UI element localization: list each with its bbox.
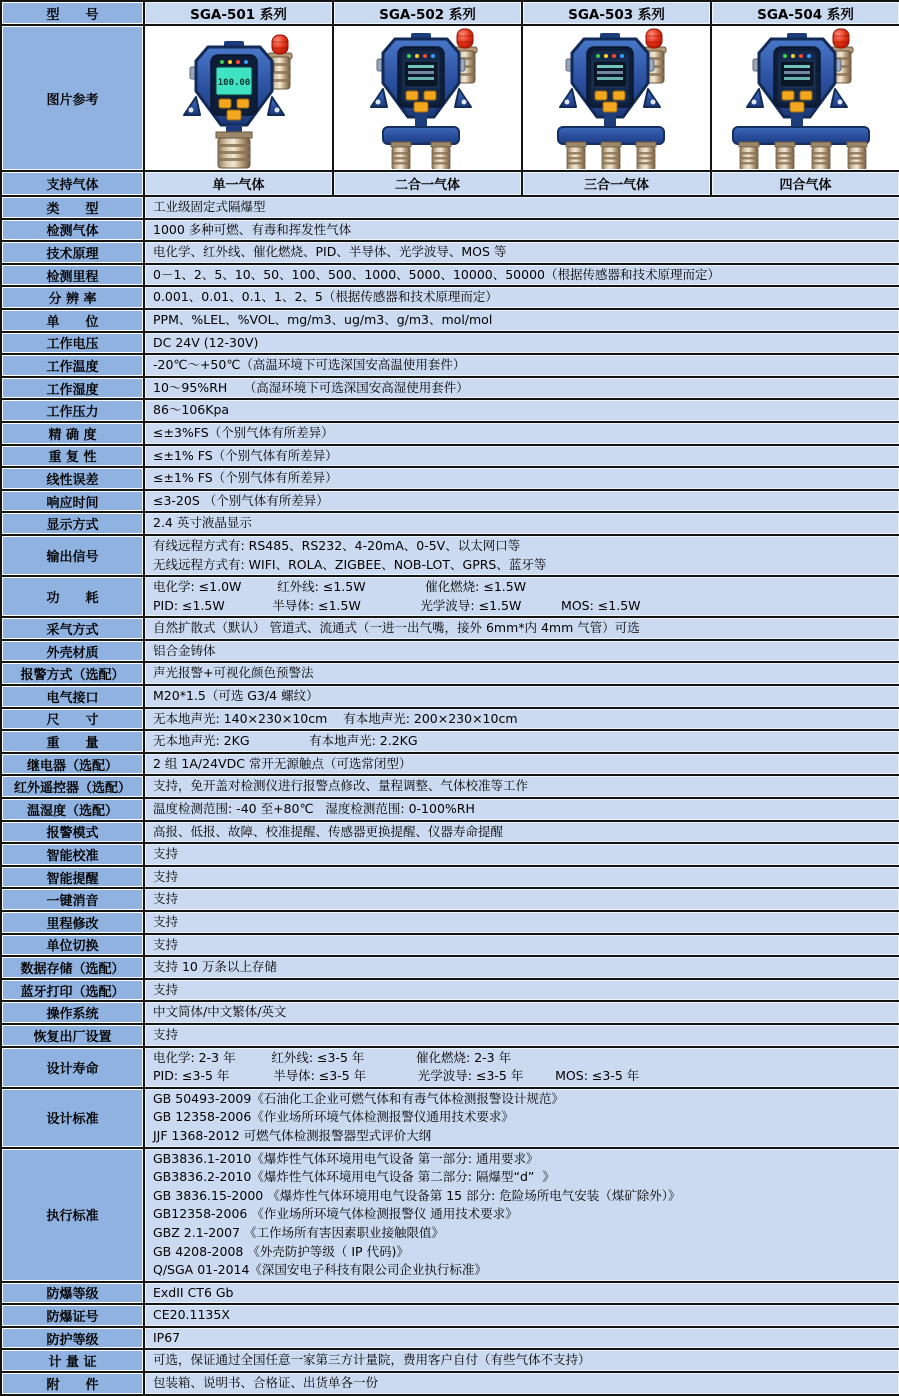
spec-row-os — [1, 1001, 899, 1024]
spec-row-weight — [1, 730, 899, 753]
spec-value: 支持 — [144, 1024, 899, 1047]
spec-value: 电化学: 2-3 年 红外线: ≤3-5 年 催化燃烧: 2-3 年 PID: ≤3-5 年 半导体: ≤3-5 年 光学波导: ≤3-5 年 MOS: ≤3-5 年 — [144, 1047, 899, 1088]
spec-label: 输出信号 — [1, 535, 144, 576]
spec-value: ≤3-20S （个别气体有所差异） — [144, 490, 899, 513]
spec-row-resolution — [1, 286, 899, 309]
spec-label: 防爆等级 — [1, 1282, 144, 1305]
gas-row-label: 支持气体 — [1, 171, 144, 196]
spec-label: 采气方式 — [1, 617, 144, 640]
spec-row-smart-calibration — [1, 843, 899, 866]
image-row-label: 图片参考 — [1, 25, 144, 171]
spec-label: 报警模式 — [1, 821, 144, 844]
spec-row-power-consumption — [1, 576, 899, 617]
image-cell-sga-501 — [144, 25, 333, 171]
spec-row-temp-humidity — [1, 798, 899, 821]
spec-label: 一键消音 — [1, 888, 144, 911]
spec-label: 检测里程 — [1, 264, 144, 287]
spec-value: 无本地声光: 140×230×10cm 有本地声光: 200×230×10cm — [144, 708, 899, 731]
spec-value: 支持，免开盖对检测仪进行报警点修改、量程调整、气体校准等工作 — [144, 775, 899, 798]
spec-label: 线性误差 — [1, 467, 144, 490]
spec-label: 设计寿命 — [1, 1047, 144, 1088]
spec-value: ExdII CT6 Gb — [144, 1282, 899, 1305]
spec-row-alarm-mode-optional — [1, 662, 899, 685]
spec-value: -20℃～+50℃（高温环境下可选深国安高温使用套件） — [144, 354, 899, 377]
spec-row-linearity — [1, 467, 899, 490]
spec-row-unit-switch — [1, 934, 899, 957]
spec-row-one-key-mute — [1, 888, 899, 911]
spec-label: 重 量 — [1, 730, 144, 753]
spec-row-display — [1, 512, 899, 535]
spec-label: 温湿度（选配） — [1, 798, 144, 821]
model-name-sga-504: SGA-504 系列 — [711, 1, 899, 25]
spec-value: 0－1、2、5、10、50、100、500、1000、5000、10000、50000（根据传感器和技术原理而定） — [144, 264, 899, 287]
spec-value: 0.001、0.01、0.1、1、2、5（根据传感器和技术原理而定） — [144, 286, 899, 309]
spec-row-principle — [1, 241, 899, 264]
spec-value: GB 50493-2009《石油化工企业可燃气体和有毒气体检测报警设计规范》 GB 12358-2006《作业场所环境气体检测报警仪通用技术要求》 JJF 1368-2012 可燃气体检测报警器型式评价大纲 — [144, 1088, 899, 1148]
spec-value: 支持 — [144, 843, 899, 866]
spec-value: PPM、%LEL、%VOL、mg/m3、ug/m3、g/m3、mol/mol — [144, 309, 899, 332]
spec-value: 温度检测范围: -40 至+80℃ 湿度检测范围: 0-100%RH — [144, 798, 899, 821]
spec-label: 红外遥控器（选配） — [1, 775, 144, 798]
spec-value: DC 24V (12-30V) — [144, 332, 899, 355]
spec-label: 外壳材质 — [1, 640, 144, 663]
spec-value: 高报、低报、故障、校准提醒、传感器更换提醒、仪器寿命提醒 — [144, 821, 899, 844]
spec-row-range — [1, 264, 899, 287]
spec-label: 精 确 度 — [1, 422, 144, 445]
spec-row-bt-print — [1, 979, 899, 1002]
spec-value: 10～95%RH （高湿环境下可选深国安高湿使用套件） — [144, 377, 899, 400]
spec-row-sampling — [1, 617, 899, 640]
spec-value: 铝合金铸体 — [144, 640, 899, 663]
spec-label: 工作压力 — [1, 399, 144, 422]
spec-label: 单 位 — [1, 309, 144, 332]
spec-label: 继电器（选配） — [1, 753, 144, 776]
spec-value: 包装箱、说明书、合格证、出货单各一份 — [144, 1372, 899, 1395]
spec-label: 数据存储（选配） — [1, 956, 144, 979]
spec-row-dimensions — [1, 708, 899, 731]
spec-label: 技术原理 — [1, 241, 144, 264]
spec-value: GB3836.1-2010《爆炸性气体环境用电气设备 第一部分: 通用要求》 GB3836.2-2010《爆炸性气体环境用电气设备 第二部分: 隔爆型“d” 》 GB 3836.15-2000 《爆炸性气体环境用电气设备第 15 部分: 危险场所电气安装（煤矿除外）》 GB12358-2006 《作业场所环境气体检测报警仪 通用技术要求》 GBZ 2.1-2007 《工作场所有害因素职业接触限值》 GB 4208-2008 《外壳防护等级（ IP 代码)》 Q/SGA 01-2014《深国安电子科技有限公司企业执行标准》 — [144, 1148, 899, 1282]
product-image-sga-503 — [524, 27, 710, 169]
image-cell-sga-502 — [333, 25, 522, 171]
spec-row-design-standards — [1, 1088, 899, 1148]
spec-value: 有线远程方式有: RS485、RS232、4-20mA、0-5V、以太网口等 无线远程方式有: WIFI、ROLA、ZIGBEE、NOB-LOT、GPRS、蓝牙等 — [144, 535, 899, 576]
spec-label: 里程修改 — [1, 911, 144, 934]
model-header-label: 型 号 — [1, 1, 144, 25]
spec-label: 分 辨 率 — [1, 286, 144, 309]
spec-value: 电化学: ≤1.0W 红外线: ≤1.5W 催化燃烧: ≤1.5W PID: ≤1.5W 半导体: ≤1.5W 光学波导: ≤1.5W MOS: ≤1.5W — [144, 576, 899, 617]
spec-value: 支持 — [144, 979, 899, 1002]
spec-value: ≤±1% FS（个别气体有所差异） — [144, 467, 899, 490]
image-row — [1, 25, 899, 171]
gas-type-sga-501: 单一气体 — [144, 171, 333, 196]
spec-row-work-humidity — [1, 377, 899, 400]
spec-row-type — [1, 196, 899, 219]
spec-row-design-life — [1, 1047, 899, 1088]
spec-label: 单位切换 — [1, 934, 144, 957]
spec-value: 声光报警+可视化颜色预警法 — [144, 662, 899, 685]
spec-row-data-storage — [1, 956, 899, 979]
spec-value: 支持 10 万条以上存储 — [144, 956, 899, 979]
spec-label: 执行标准 — [1, 1148, 144, 1282]
spec-label: 显示方式 — [1, 512, 144, 535]
spec-row-exec-standards — [1, 1148, 899, 1282]
spec-value: 86～106Kpa — [144, 399, 899, 422]
spec-value: M20*1.5（可选 G3/4 螺纹） — [144, 685, 899, 708]
spec-value: 可选，保证通过全国任意一家第三方计量院，费用客户自付（有些气体不支持） — [144, 1349, 899, 1372]
model-name-sga-503: SGA-503 系列 — [522, 1, 711, 25]
spec-value: 中文简体/中文繁体/英文 — [144, 1001, 899, 1024]
spec-value: 支持 — [144, 866, 899, 889]
spec-row-response-time — [1, 490, 899, 513]
image-cell-sga-504 — [711, 25, 899, 171]
spec-row-accuracy — [1, 422, 899, 445]
spec-row-explosion-class — [1, 1282, 899, 1305]
model-name-sga-502: SGA-502 系列 — [333, 1, 522, 25]
spec-value: 电化学、红外线、催化燃烧、PID、半导体、光学波导、MOS 等 — [144, 241, 899, 264]
spec-label: 智能提醒 — [1, 866, 144, 889]
spec-label: 设计标准 — [1, 1088, 144, 1148]
spec-label: 计 量 证 — [1, 1349, 144, 1372]
spec-row-ip-rating — [1, 1327, 899, 1350]
spec-value: 无本地声光: 2KG 有本地声光: 2.2KG — [144, 730, 899, 753]
spec-row-alarm-modes — [1, 821, 899, 844]
spec-row-housing — [1, 640, 899, 663]
spec-label: 响应时间 — [1, 490, 144, 513]
spec-value: ≤±1% FS（个别气体有所差异） — [144, 445, 899, 468]
spec-row-voltage — [1, 332, 899, 355]
device-screen-reading: 100.00 — [217, 78, 250, 88]
spec-label: 工作温度 — [1, 354, 144, 377]
header-row — [1, 1, 899, 25]
gas-row — [1, 171, 899, 196]
spec-row-factory-reset — [1, 1024, 899, 1047]
spec-row-detect-gas — [1, 219, 899, 242]
gas-type-sga-503: 三合一气体 — [522, 171, 711, 196]
spec-label: 报警方式（选配） — [1, 662, 144, 685]
product-image-sga-504 — [713, 27, 899, 169]
product-image-sga-502 — [335, 27, 521, 169]
spec-label: 防护等级 — [1, 1327, 144, 1350]
spec-row-output-signal — [1, 535, 899, 576]
spec-row-explosion-cert — [1, 1304, 899, 1327]
gas-type-sga-502: 二合一气体 — [333, 171, 522, 196]
spec-label: 类 型 — [1, 196, 144, 219]
gas-type-sga-504: 四合气体 — [711, 171, 899, 196]
spec-label: 智能校准 — [1, 843, 144, 866]
spec-value: CE20.1135X — [144, 1304, 899, 1327]
spec-value: 工业级固定式隔爆型 — [144, 196, 899, 219]
spec-label: 附 件 — [1, 1372, 144, 1395]
spec-value: ≤±3%FS（个别气体有所差异） — [144, 422, 899, 445]
spec-row-range-modify — [1, 911, 899, 934]
image-cell-sga-503 — [522, 25, 711, 171]
spec-label: 恢复出厂设置 — [1, 1024, 144, 1047]
spec-row-work-temp — [1, 354, 899, 377]
spec-row-electrical-interface — [1, 685, 899, 708]
spec-label: 工作电压 — [1, 332, 144, 355]
spec-value: 2 组 1A/24VDC 常开无源触点（可选常闭型） — [144, 753, 899, 776]
spec-row-unit — [1, 309, 899, 332]
spec-label: 操作系统 — [1, 1001, 144, 1024]
spec-row-ir-remote — [1, 775, 899, 798]
spec-label: 检测气体 — [1, 219, 144, 242]
spec-value: 支持 — [144, 934, 899, 957]
spec-value: 1000 多种可燃、有毒和挥发性气体 — [144, 219, 899, 242]
spec-value: 支持 — [144, 911, 899, 934]
spec-label: 重 复 性 — [1, 445, 144, 468]
spec-row-relay — [1, 753, 899, 776]
spec-value: 2.4 英寸液晶显示 — [144, 512, 899, 535]
product-image-sga-501 — [146, 27, 332, 169]
spec-value: IP67 — [144, 1327, 899, 1350]
spec-label: 尺 寸 — [1, 708, 144, 731]
spec-value: 自然扩散式（默认） 管道式、流通式（一进一出气嘴，接外 6mm*内 4mm 气管）可选 — [144, 617, 899, 640]
spec-row-repeatability — [1, 445, 899, 468]
model-name-sga-501: SGA-501 系列 — [144, 1, 333, 25]
spec-row-smart-reminder — [1, 866, 899, 889]
spec-label: 工作湿度 — [1, 377, 144, 400]
spec-label: 蓝牙打印（选配） — [1, 979, 144, 1002]
spec-value: 支持 — [144, 888, 899, 911]
spec-label: 防爆证号 — [1, 1304, 144, 1327]
spec-row-accessories — [1, 1372, 899, 1395]
spec-label: 功 耗 — [1, 576, 144, 617]
spec-row-pressure — [1, 399, 899, 422]
spec-label: 电气接口 — [1, 685, 144, 708]
